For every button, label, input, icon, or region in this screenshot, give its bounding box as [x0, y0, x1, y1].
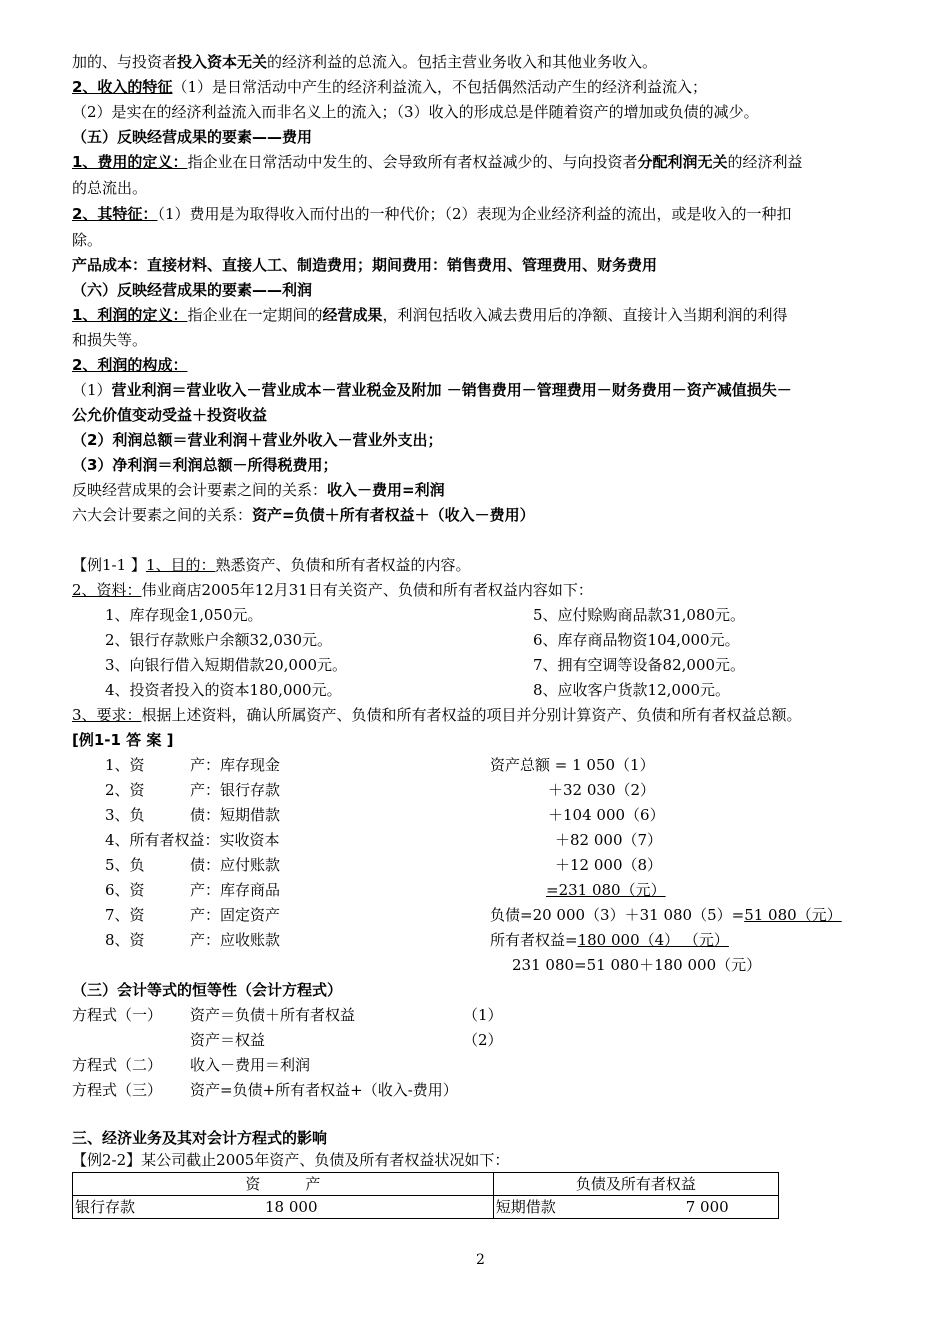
- answer-row: 1、资 产：库存现金: [105, 756, 281, 774]
- balance-check: 231 080=51 080＋180 000（元）: [512, 956, 762, 974]
- line-1: 加的、与投资者投入资本无关的经济利益的总流入。包括主营业务收入和其他业务收入。: [72, 53, 658, 71]
- list-item: 3、向银行借入短期借款20,000元。: [105, 656, 348, 674]
- answer-row: 8、资 产：应收账款: [105, 931, 281, 949]
- example-1-requirement: 3、要求：根据上述资料，确认所属资产、负债和所有者权益的项目并分别计算资产、负债和所有者权益总额。: [72, 706, 802, 724]
- line-15: 公允价值变动受益＋投资收益: [72, 406, 268, 424]
- page-number: 2: [476, 1252, 485, 1268]
- list-item: 7、拥有空调等设备82,000元。: [533, 656, 746, 674]
- line-16: （2）利润总额＝营业利润＋营业外收入－营业外支出；: [72, 431, 443, 449]
- equity-total: 所有者权益=180 000（4） （元）: [490, 931, 729, 949]
- asset-add: ＋82 000（7）: [555, 831, 663, 849]
- equation-row: 资产＝权益 （2）: [190, 1031, 503, 1049]
- line-2: 2、收入的特征（1）是日常活动中产生的经济利益流入，不包括偶然活动产生的经济利益流入；: [72, 78, 708, 96]
- answer-title: [例1-1 答 案 ]: [72, 731, 174, 749]
- list-item: 6、库存商品物资104,000元。: [533, 631, 740, 649]
- answer-row: 6、资 产：库存商品: [105, 881, 281, 899]
- answer-row: 5、负 债：应付账款: [105, 856, 281, 874]
- liability-total: 负债=20 000（3）＋31 080（5）=51 080（元）: [490, 906, 842, 924]
- example-1-data: 2、资料：伟业商店2005年12月31日有关资产、负债和所有者权益内容如下：: [72, 581, 593, 599]
- equation-title: （三）会计等式的恒等性（会计方程式）: [72, 981, 343, 999]
- example-1-title: 【例1-1 】1、目的：熟悉资产、负债和所有者权益的内容。: [72, 556, 471, 574]
- line-9: 产品成本：直接材料、直接人工、制造费用；期间费用：销售费用、管理费用、财务费用: [72, 256, 658, 274]
- list-item: 4、投资者投入的资本180,000元。: [105, 681, 342, 699]
- line-14: （1）营业利润＝营业收入－营业成本－营业税金及附加 －销售费用－管理费用－财务费用－资产减值损失－: [72, 381, 792, 399]
- list-item: 5、应付赊购商品款31,080元。: [533, 606, 746, 624]
- equation-row: 方程式（三） 资产=负债+所有者权益+（收入-费用）: [72, 1081, 458, 1099]
- table-header-assets: 资 产: [73, 1173, 494, 1196]
- section-3-title: 三、经济业务及其对会计方程式的影响: [72, 1129, 328, 1147]
- equation-row: 方程式（一） 资产＝负债＋所有者权益 （1）: [72, 1006, 503, 1024]
- line-7: 2、其特征：（1）费用是为取得收入而付出的一种代价；（2）表现为企业经济利益的流出，或是收入的一种扣: [72, 205, 792, 223]
- list-item: 8、应收客户货款12,000元。: [533, 681, 731, 699]
- table-cell: 短期借款 7 000: [493, 1196, 778, 1219]
- answer-row: 2、资 产：银行存款: [105, 781, 281, 799]
- asset-sum: =231 080（元）: [546, 881, 666, 899]
- asset-total: 资产总额 = 1 050（1）: [490, 756, 655, 774]
- answer-row: 3、负 债：短期借款: [105, 806, 281, 824]
- section-5-title: （五）反映经营成果的要素——费用: [72, 128, 313, 146]
- balance-table: [72, 1172, 779, 1219]
- table-row: [73, 1173, 779, 1196]
- list-item: 1、库存现金1,050元。: [105, 606, 263, 624]
- line-18: 反映经营成果的会计要素之间的关系：收入－费用=利润: [72, 481, 445, 499]
- line-13: 2、利润的构成：: [72, 356, 188, 374]
- answer-row: 4、所有者权益：实收资本: [105, 831, 280, 849]
- line-19: 六大会计要素之间的关系：资产=负债＋所有者权益＋（收入－费用）: [72, 506, 535, 524]
- line-6: 的总流出。: [72, 179, 148, 197]
- section-6-title: （六）反映经营成果的要素——利润: [72, 281, 313, 299]
- line-8: 除。: [72, 231, 103, 249]
- line-5: 1、费用的定义：指企业在日常活动中发生的、会导致所有者权益减少的、与向投资者分配利润无关的经济利益: [72, 153, 803, 171]
- example-2-2-intro: 【例2-2】某公司截止2005年资产、负债及所有者权益状况如下：: [72, 1151, 510, 1169]
- equation-row: 方程式（二） 收入－费用＝利润: [72, 1056, 311, 1074]
- asset-add: ＋104 000（6）: [548, 806, 665, 824]
- table-row: [73, 1196, 779, 1219]
- table-cell: 银行存款 18 000: [73, 1196, 494, 1219]
- line-3: （2）是实在的经济利益流入而非名义上的流入；（3）收入的形成总是伴随着资产的增加或负债的减少。: [72, 103, 759, 121]
- asset-add: ＋32 030（2）: [548, 781, 656, 799]
- table-header-liabilities: 负债及所有者权益: [493, 1173, 778, 1196]
- line-11: 1、利润的定义：指企业在一定期间的经营成果，利润包括收入减去费用后的净额、直接计入当期利润的利得: [72, 306, 788, 324]
- line-17: （3）净利润＝利润总额－所得税费用；: [72, 456, 338, 474]
- answer-row: 7、资 产：固定资产: [105, 906, 281, 924]
- list-item: 2、银行存款账户余额32,030元。: [105, 631, 333, 649]
- asset-add: ＋12 000（8）: [555, 856, 663, 874]
- line-12: 和损失等。: [72, 331, 148, 349]
